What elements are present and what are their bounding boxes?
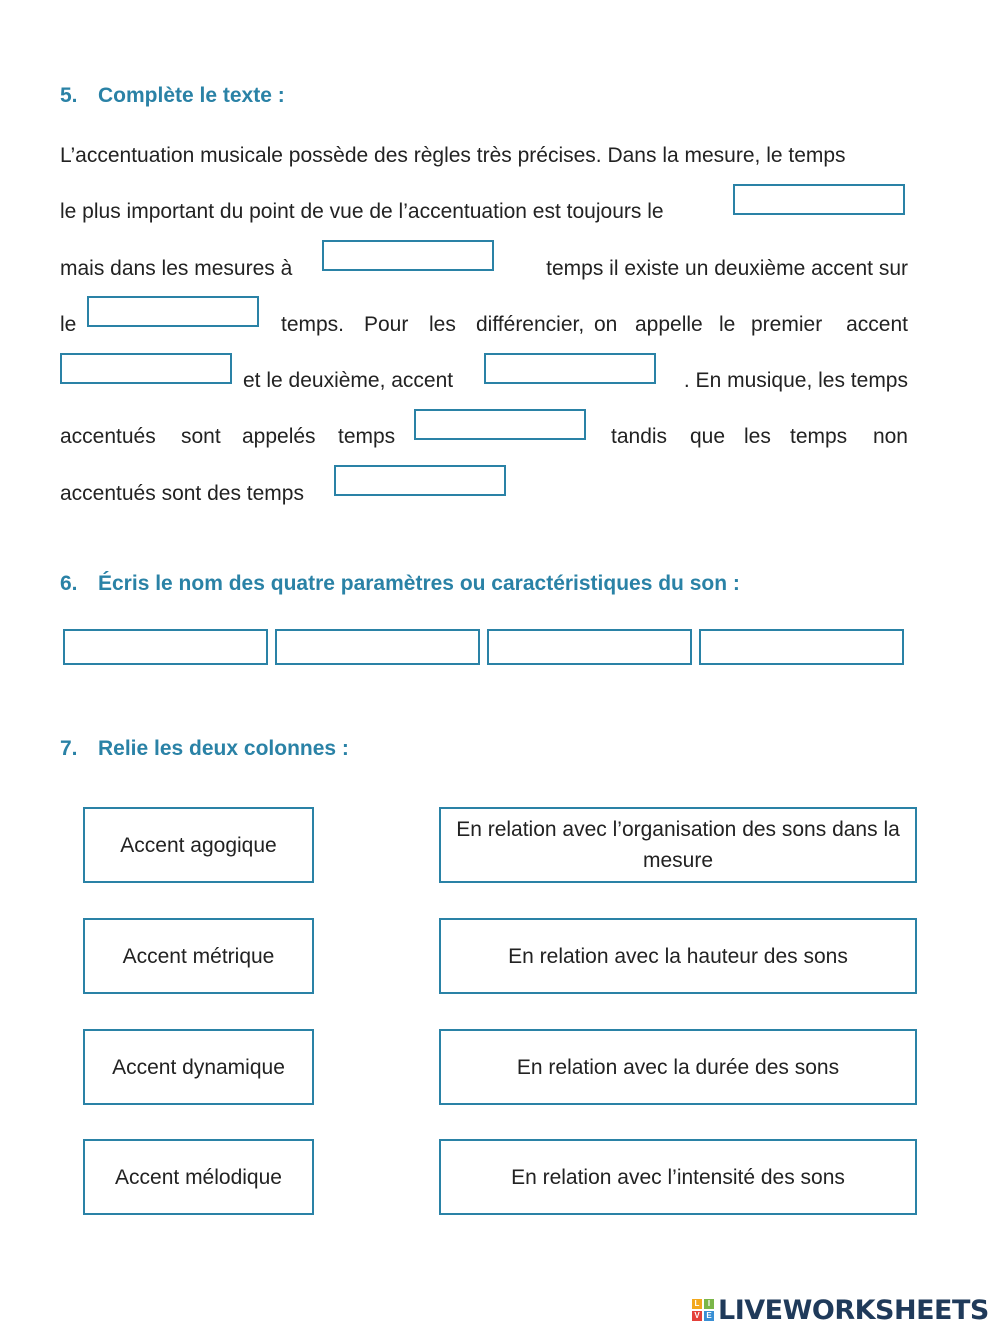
match-right-duree[interactable]	[439, 1029, 917, 1105]
section-number: 7.	[60, 737, 78, 760]
text-segment: L’accentuation musicale possède des règles très précises. Dans la mesure, le temps	[60, 144, 846, 167]
section-title: Relie les deux colonnes :	[98, 737, 349, 760]
text-segment: tandis	[611, 425, 668, 448]
blank-input-6[interactable]	[414, 409, 586, 440]
text-segment: que	[690, 425, 726, 448]
text-segment: le	[60, 313, 77, 336]
blank-input-4[interactable]	[60, 353, 232, 384]
blank-input-3[interactable]	[87, 296, 259, 327]
section-title: Complète le texte :	[98, 84, 285, 107]
match-right-hauteur[interactable]	[439, 918, 917, 994]
parameter-input-3[interactable]	[487, 629, 692, 665]
match-right-label: En relation avec l’organisation des sons dans la mesure	[456, 818, 900, 872]
text-segment: Pour	[364, 313, 409, 336]
section-title: Écris le nom des quatre paramètres ou caractéristiques du son :	[98, 572, 740, 595]
match-left-label: Accent mélodique	[115, 1165, 282, 1189]
text-segment: premier	[751, 313, 823, 336]
logo-letter: V	[692, 1311, 702, 1321]
match-right-organisation[interactable]	[439, 807, 917, 883]
liveworksheets-logo	[692, 1293, 989, 1327]
text-segment: différencier,	[476, 313, 585, 336]
match-left-metrique[interactable]	[83, 918, 314, 994]
match-left-dynamique[interactable]	[83, 1029, 314, 1105]
parameter-input-2[interactable]	[275, 629, 480, 665]
text-segment: temps	[790, 425, 848, 448]
section-number: 5.	[60, 84, 78, 107]
text-segment: appelés	[242, 425, 316, 448]
blank-input-7[interactable]	[334, 465, 506, 496]
text-segment: temps	[338, 425, 396, 448]
match-right-intensite[interactable]	[439, 1139, 917, 1215]
match-left-melodique[interactable]	[83, 1139, 314, 1215]
section-5-heading	[60, 84, 285, 108]
text-segment: le plus important du point de vue de l’accentuation est toujours le	[60, 200, 664, 223]
text-segment: et le deuxième, accent	[243, 369, 454, 392]
text-segment: temps.	[281, 313, 345, 336]
parameter-input-4[interactable]	[699, 629, 904, 665]
logo-mark-icon	[692, 1299, 714, 1321]
text-segment: les	[744, 425, 771, 448]
match-left-label: Accent agogique	[120, 833, 277, 857]
text-segment: non	[872, 425, 908, 448]
blank-input-5[interactable]	[484, 353, 656, 384]
text-segment: accentués	[60, 425, 156, 448]
text-segment: . En musique, les temps	[683, 369, 908, 392]
text-segment: sont	[181, 425, 221, 448]
text-segment: accent	[846, 313, 908, 336]
blank-input-2[interactable]	[322, 240, 494, 271]
match-right-label: En relation avec la durée des sons	[516, 1055, 840, 1079]
logo-letter: E	[704, 1311, 714, 1321]
logo-letter: I	[704, 1299, 714, 1309]
brand-name: LIVEWORKSHEETS	[718, 1294, 989, 1326]
parameter-input-1[interactable]	[63, 629, 268, 665]
text-segment: appelle	[635, 313, 703, 336]
section-6-heading	[60, 572, 740, 596]
match-left-label: Accent métrique	[122, 944, 275, 968]
text-segment: le	[719, 313, 736, 336]
logo-letter: L	[692, 1299, 702, 1309]
section-number: 6.	[60, 572, 78, 595]
text-segment: mais dans les mesures à	[60, 257, 293, 280]
text-segment: les	[429, 313, 456, 336]
text-segment: temps il existe un deuxième accent sur	[546, 257, 908, 280]
match-right-label: En relation avec la hauteur des sons	[508, 944, 848, 968]
match-left-agogique[interactable]	[83, 807, 314, 883]
text-segment: accentués sont des temps	[60, 482, 304, 505]
match-left-label: Accent dynamique	[112, 1055, 285, 1079]
section-7-heading	[60, 737, 349, 761]
blank-input-1[interactable]	[733, 184, 905, 215]
match-right-label: En relation avec l’intensité des sons	[511, 1165, 845, 1189]
text-segment: on	[594, 313, 618, 336]
